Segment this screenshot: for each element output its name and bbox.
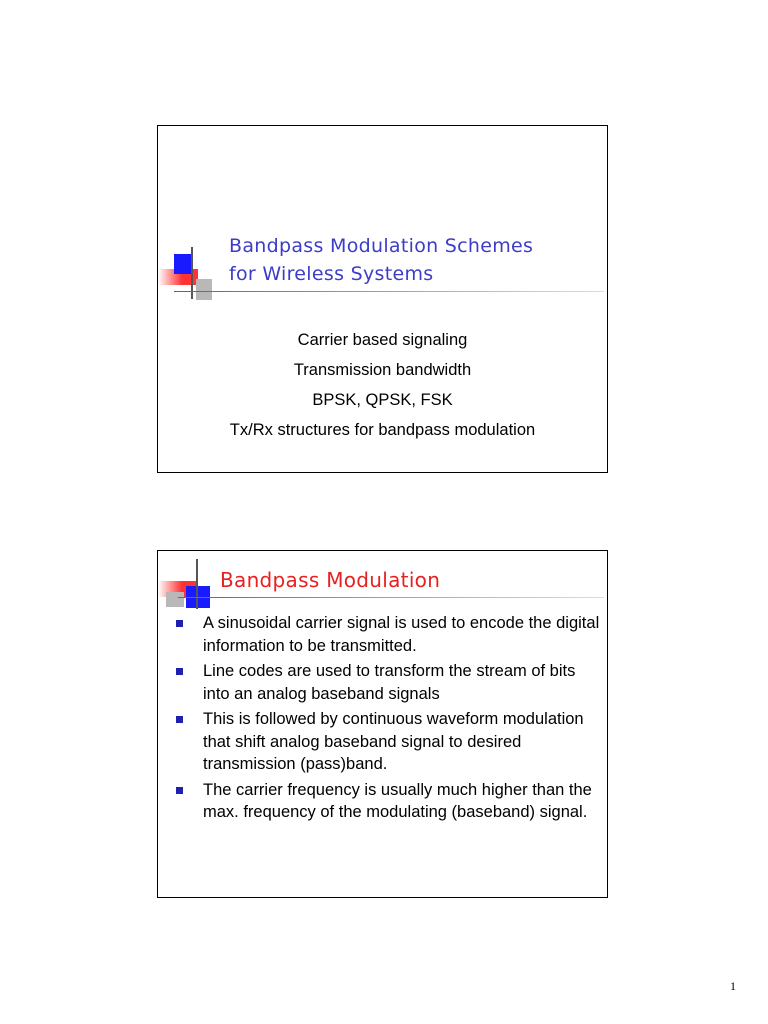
- subtitle-item: Carrier based signaling: [297, 331, 468, 349]
- slide-title-line-1: Bandpass Modulation Schemes: [229, 235, 534, 257]
- subtitle-item: Tx/Rx structures for bandpass modulation: [229, 421, 536, 439]
- list-item: [176, 612, 601, 657]
- square-bullet-icon: [176, 620, 183, 627]
- list-item: [176, 660, 601, 705]
- slide-title: Bandpass Modulation: [220, 568, 441, 592]
- slide-1: [157, 125, 608, 473]
- slide-title: [229, 232, 533, 288]
- bullet-text: A sinusoidal carrier signal is used to encode the digital information to be transmitted.: [203, 614, 600, 655]
- list-item: [176, 708, 601, 776]
- bullet-list: [176, 612, 601, 827]
- square-bullet-icon: [176, 716, 183, 723]
- square-bullet-icon: [176, 787, 183, 794]
- square-bullet-icon: [176, 668, 183, 675]
- page-number: 1: [730, 979, 736, 993]
- subtitle-item: Transmission bandwidth: [293, 361, 472, 379]
- slide-2: [157, 550, 608, 898]
- bullet-text: This is followed by continuous waveform modulation that shift analog baseband signal to desired transmission (pass)band.: [203, 710, 584, 773]
- list-item: [176, 779, 601, 824]
- slide-title-line-2: for Wireless Systems: [229, 263, 434, 285]
- subtitle-item: BPSK, QPSK, FSK: [312, 391, 453, 409]
- subtitle-list: [158, 325, 607, 445]
- bullet-text: Line codes are used to transform the stream of bits into an analog baseband signals: [203, 662, 576, 703]
- bullet-text: The carrier frequency is usually much higher than the max. frequency of the modulating (baseband) signal.: [203, 780, 592, 821]
